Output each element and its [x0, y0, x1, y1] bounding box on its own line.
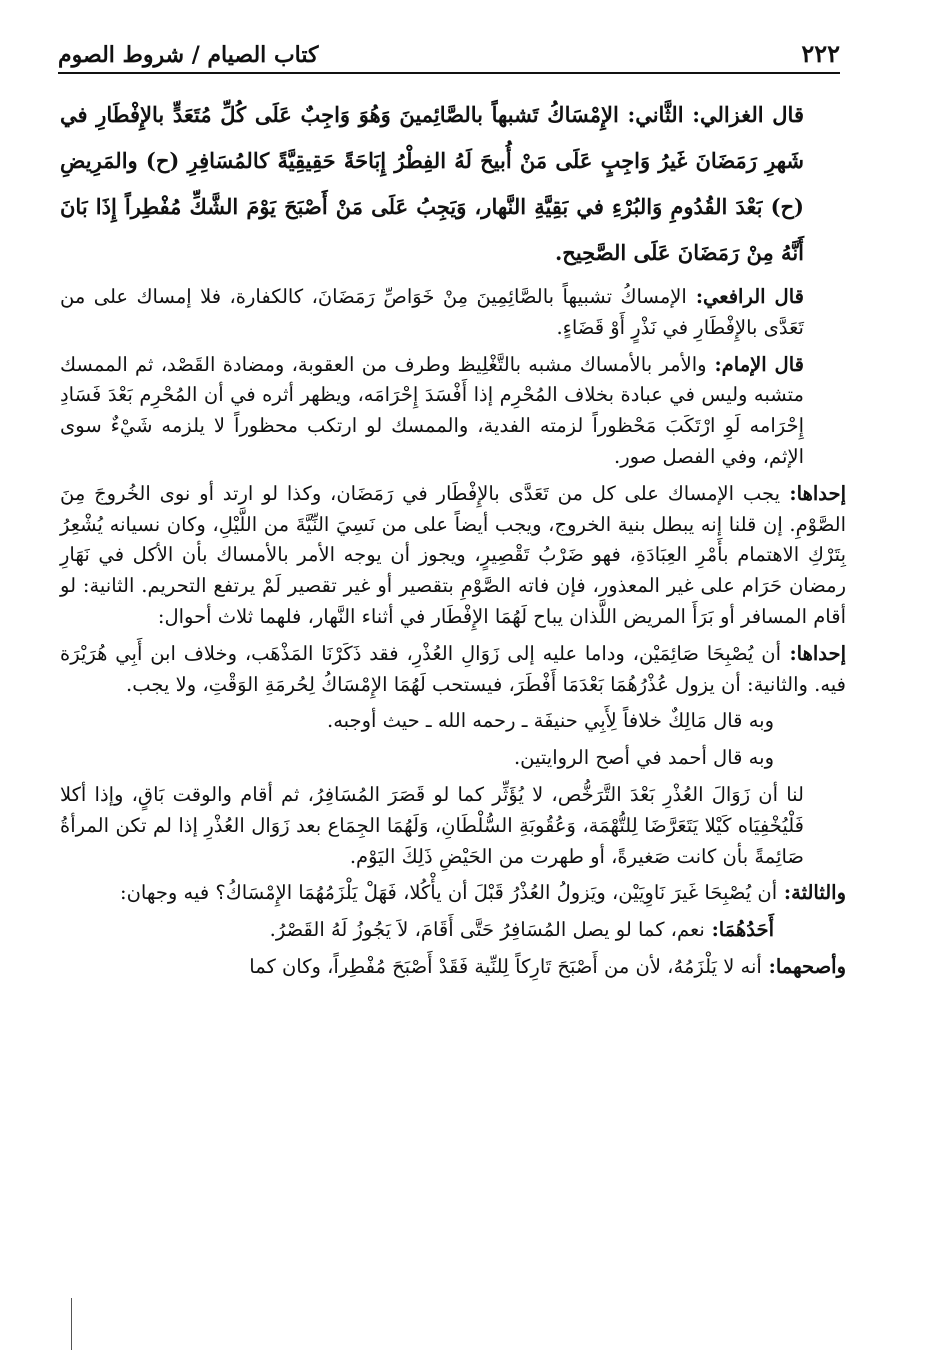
paragraph-lead: إحداها:	[781, 641, 846, 665]
paragraph-argument	[60, 780, 846, 872]
paragraph-first-view	[60, 915, 846, 946]
paragraph-lead: قال الرافعي:	[686, 285, 804, 308]
paragraph-lead: قال الغزالي:	[683, 102, 804, 127]
paragraph-lead: والثالثة:	[777, 881, 846, 905]
paragraph-lead: أَحَدُهُمَا:	[704, 918, 774, 942]
paragraph-text: لنا أن زَوَالَ العُذْرِ بَعْدَ التَّرَخُّص، لا يُؤَثِّر كما لو قَصَرَ المُسَافِرُ، ثم أقام والوقت بَاقٍ، وإذا أكلا فَلْيُخْفِيَاه كَيْلا يَتَعَرَّضَا لِلتُّهْمَة، وَعُقُوبَةِ السُّلْطَانِ، وَلَهُمَا الجِمَاع بعد زَوَال العُذْرِ إذا لم تكن المرأةُ صَائِمةً بأن كانت صَغيرةً، أو طهرت من الحَيْضِ ذَلِكَ اليَوْم.	[60, 782, 804, 868]
paragraph-malik	[60, 706, 846, 737]
paragraph-first-state	[60, 639, 846, 701]
paragraph-ahmad	[60, 743, 846, 774]
paragraph-correct-view	[60, 952, 846, 983]
paragraph-text: أنه لا يَلْزَمُهُ، لأن من أَصْبَحَ تَارِكاً لِلنِّية فَقَدْ أَصْبَحَ مُفْطِراً، وكان كما	[249, 954, 762, 978]
paragraph-rafii	[60, 282, 846, 344]
paragraph-text: أن يُصْبِحَا صَائِمَيْن، وداما عليه إلى زَوَالِ العُذْرِ، فقد ذَكَرْنَا المَذْهَب، وخلاف ابن أَبِي هُرَيْرَة فيه. والثانية: أن يزول عُذْرُهُمَا بَعْدَمَا أَفْطَرَ، فيستحب لَهُمَا الإِمْسَاكُ لِحُرمَةِ الوَقْتِ، ولا يجب.	[60, 641, 846, 696]
paragraph-first-case	[60, 479, 846, 633]
paragraph-lead: إحداها:	[780, 481, 846, 505]
paragraph-text: والأمر بالأمساك مشبه بالتَّغْلِيظ وطرف من العقوبة، ومضادة القَصْد، ثم الممسك متشبه وليس في عبادة بخلاف المُحْرِم إذا أَفْسَدَ إِحْرَامَه، ويظهر أثره في أن المُحْرِم بَعْدَ فَسَادِ إِحْرَامه لَوِ ارْتَكَبَ مَحْظوراً لزمته الفدية، والممسك لو ارتكب محظوراً لا يلزمه شَيْءٌ سوى الإثم، وفي الفصل صور.	[60, 352, 804, 468]
running-title: كتاب الصيام / شروط الصوم	[58, 42, 319, 68]
paragraph-text: وبه قال أحمد في أصح الروايتين.	[513, 746, 774, 770]
paragraph-text: أن يُصْبِحَا غَيرَ نَاوِيَيْن، ويَزولُ العُذْرُ قَبْلَ أن يأْكُلا، فَهَلْ يَلْزَمُهُمَا الإِمْسَاكُ؟ فيه وجهان:	[120, 881, 778, 905]
paragraph-third-state	[60, 878, 846, 909]
paragraph-text: الثَّاني: الإِمْسَاكُ تَشبهاً بالصَّائِمينَ وَهُوَ وَاجِبٌ عَلَى كُلِّ مُتَعَدٍّ بالإِفْطَارِ في شَهرِ رَمَضَانَ غَيرُ وَاجِبٍ عَلَى مَنْ أُبيحَ لَهُ الفِطْرُ إِبَاحَةً حَقِيقِيَّةً كالمُسَافِرِ (ح) والمَرِيضِ (ح) بَعْدَ القُدُومِ وَالبُرْءِ في بَقِيَّةِ النَّهار، وَيَجِبُ عَلَى مَنْ أَصْبَحَ يَوْمَ الشَّكِّ مُفْطِراً إِذَا بَانَ أَنَّهُ مِنْ رَمَضَانَ عَلَى الصَّحِيح.	[60, 102, 804, 265]
paragraph-text: وبه قال مَالِكٌ خلافاً لِأَبِي حنيفَة ـ رحمه الله ـ حيث أوجبه.	[327, 709, 774, 733]
page-number: ٢٢٢	[801, 39, 840, 68]
paragraph-lead: قال الإمام:	[706, 352, 804, 376]
paragraph-text: الإمساكُ تشبيهاً بالصَّائِمِينَ مِنْ خَوَاصِّ رَمَضَانَ، كالكفارة، فلا إمساك على من تَعَدَّى بالإِفْطَارِ في نَذْرٍ أَوْ قَضَاءٍ.	[60, 285, 804, 339]
scan-margin-line	[71, 1298, 72, 1350]
page-header	[58, 34, 840, 74]
paragraph-text: نعم، كما لو يصل المُسَافِرُ حَتَّى أَقَامَ، لاَ يَجُوزُ لَهُ القَصْرُ.	[269, 918, 705, 942]
paragraph-lead: وأصحهما:	[761, 954, 846, 978]
page-body	[60, 92, 846, 989]
paragraph-text: يجب الإمساك على كل من تَعَدَّى بالإِفْطَار في رَمَضَان، وكذا لو ارتد أو نوى الخُروجَ مِنَ الصَّوْمِ. إن قلنا إنه يبطل بنية الخروج، ويجب أيضاً على من نَسِيَ النِّيَّةَ من اللَّيْلِ، وكان نسيانه يُشْعِرُ بِتَرْكِ الاهتمام بأَمْرِ العِبَادَةِ، فهو ضَرْبُ تَقْصِيرٍ، ويجوز أن يوجه الأمر بالأمساك بأن الأكل في نَهَارِ رمضان حَرَام على غير المعذور، فإن فاته الصَّوْمِ بتقصير أو غير تقصير لَمْ يرتفع التحريم. الثانية: لو أقام المسافر أو بَرَأَ المريض اللَّذان يباح لَهُمَا الإِفْطَار في أثناء النَّهار، فلهما ثلاث أحوال:	[60, 481, 846, 628]
paragraph-ghazali	[60, 92, 846, 276]
paragraph-imam	[60, 350, 846, 473]
